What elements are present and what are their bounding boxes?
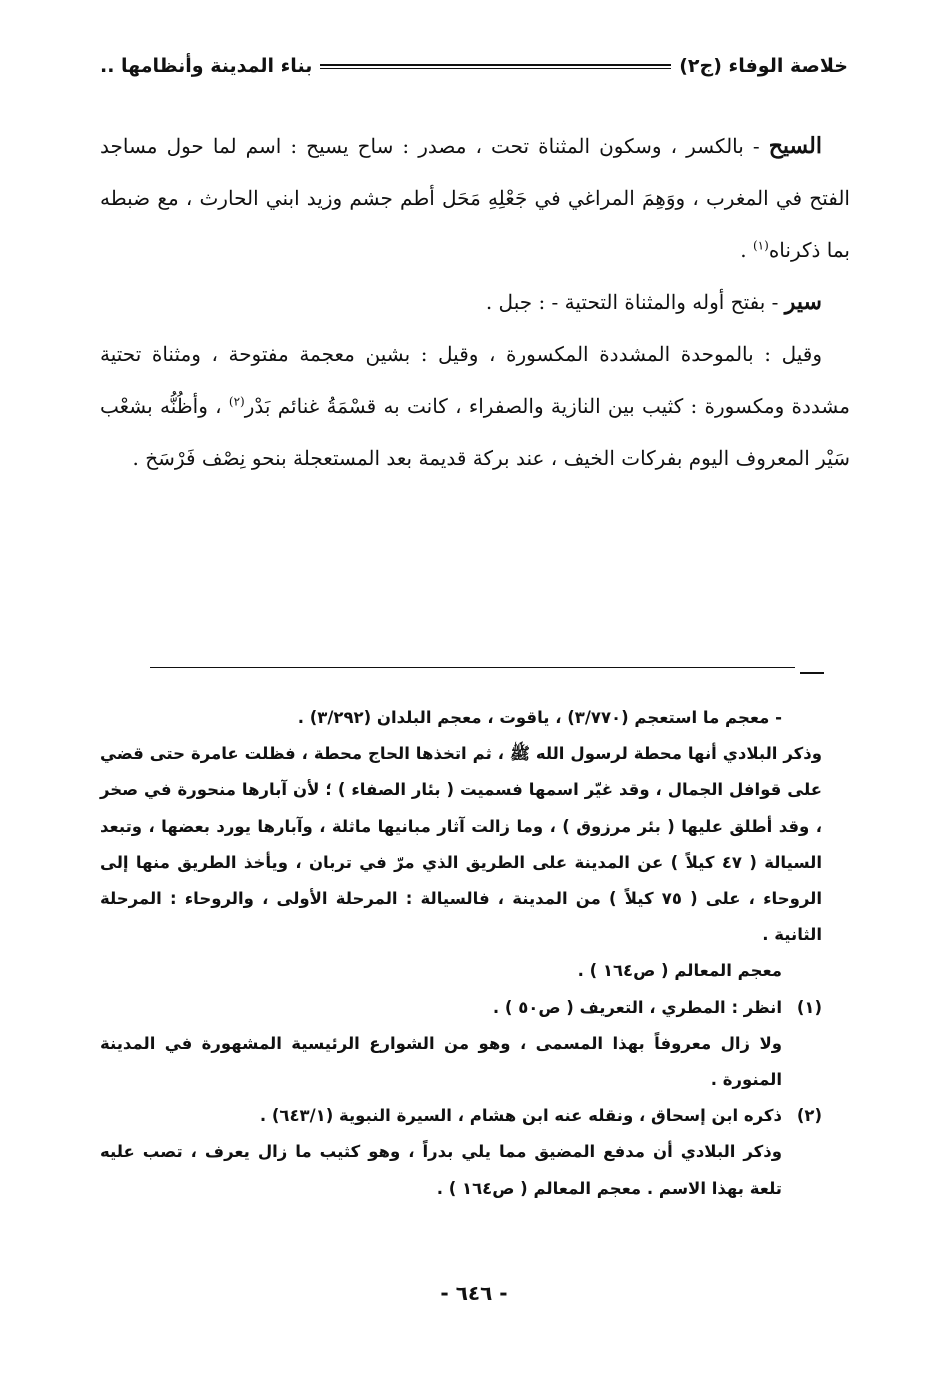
footnote-ref-2[interactable]: (٢) [228, 394, 245, 409]
header-book-title: خلاصة الوفاء (ج٢) [679, 55, 848, 77]
entry-term: السيح [768, 133, 822, 159]
main-text [100, 120, 850, 484]
footnote-2-continued: وذكر البلادي أن مدفع المضيق مما يلي بدراً ، وهو كثيب ما زال يعرف ، تصب عليه تلعة بهذا الاسم . معجم المعالم ( ص١٦٤ ) . [100, 1142, 782, 1198]
footnote-separator-dash [800, 672, 824, 674]
footnote-text: انظر : المطري ، التعريف ( ص٥٠ ) . [492, 997, 782, 1017]
entry-alsayh [100, 120, 850, 276]
running-header [100, 44, 848, 88]
footnote-number: (١) [796, 997, 822, 1017]
footnote-1-continued: ولا زال معروفاً بهذا المسمى ، وهو من الشوارع الرئيسية المشهورة في المدينة المنورة . [100, 1033, 782, 1090]
entry-sayr [100, 276, 850, 328]
entry-end: . [740, 238, 753, 262]
footnotes [100, 700, 822, 1207]
entry-text: - بالكسر ، وسكون المثناة تحت ، مصدر : ساح يسيح : اسم لما حول مساجد الفتح في المغرب ، ووَهِمَ المراغي في جَعْلِهِ مَحَل أطم جشم وزيد ابني الحارث ، مع ضبطه بما ذكرناه [100, 134, 850, 262]
footnote-continuation-line: - معجم ما استعجم (٣/٧٧٠) ، ياقوت ، معجم البلدان (٣/٢٩٢) . [297, 708, 782, 727]
entry-text: - بفتح أوله والمثناة التحتية - : جبل . [485, 290, 785, 314]
footnote-ref-1[interactable]: (١) [752, 238, 769, 253]
paragraph-wa-qila [100, 328, 850, 484]
footnote-2 [100, 1098, 822, 1134]
page-number: - ٦٤٦ - [440, 1281, 508, 1305]
footnote-separator [150, 667, 795, 668]
footnote-continuation-paragraph: وذكر البلادي أنها محطة لرسول الله ﷺ ، ثم اتخذها الحاج محطة ، فظلت عامرة حتى قضي على قوافل الجمال ، وقد غيّر اسمها فسميت ( بئار الصفاء ) ؛ لأن آبارها منحورة في صخر ، وقد أطلق عليها ( بئر مرزوق ) ، وما زالت آثار مبانيها ماثلة ، وآبارها يورد بعضها ، وتبعد السيالة ( ٤٧ كيلاً ) عن المدينة على الطريق الذي مرّ في تربان ، ويأخذ الطريق منها إلى الروحاء ، على ( ٧٥ كيلاً ) من المدينة ، فالسيالة : المرحلة الأولى ، والروحاء : المرحلة الثانية . [100, 744, 823, 945]
header-chapter-title: بناء المدينة وأنظامها .. [100, 55, 313, 77]
entry-term: سير [784, 289, 822, 315]
paragraph-text-after: ، وأظُنُّه بشعْب سَيْر المعروف اليوم بفركات الخيف ، عند بركة قديمة بعد المستعجلة بنحو نِصْف فَرْسَخ . [100, 394, 850, 470]
header-rule [320, 64, 671, 69]
paragraph-text-before: وقيل : بالموحدة المشددة المكسورة ، وقيل : بشين معجمة مفتوحة ، ومثناة تحتية مشددة ومكسورة : كثيب بين النازية والصفراء ، كانت به قسْمَةُ غنائم بَدْر [100, 342, 850, 418]
footnote-1 [100, 990, 822, 1026]
footnote-text: ذكره ابن إسحاق ، ونقله عنه ابن هشام ، السيرة النبوية (٦٤٣/١) . [259, 1106, 782, 1126]
footnote-continuation-source: معجم المعالم ( ص١٦٤ ) . [577, 961, 782, 981]
footnote-number: (٢) [796, 1106, 822, 1126]
